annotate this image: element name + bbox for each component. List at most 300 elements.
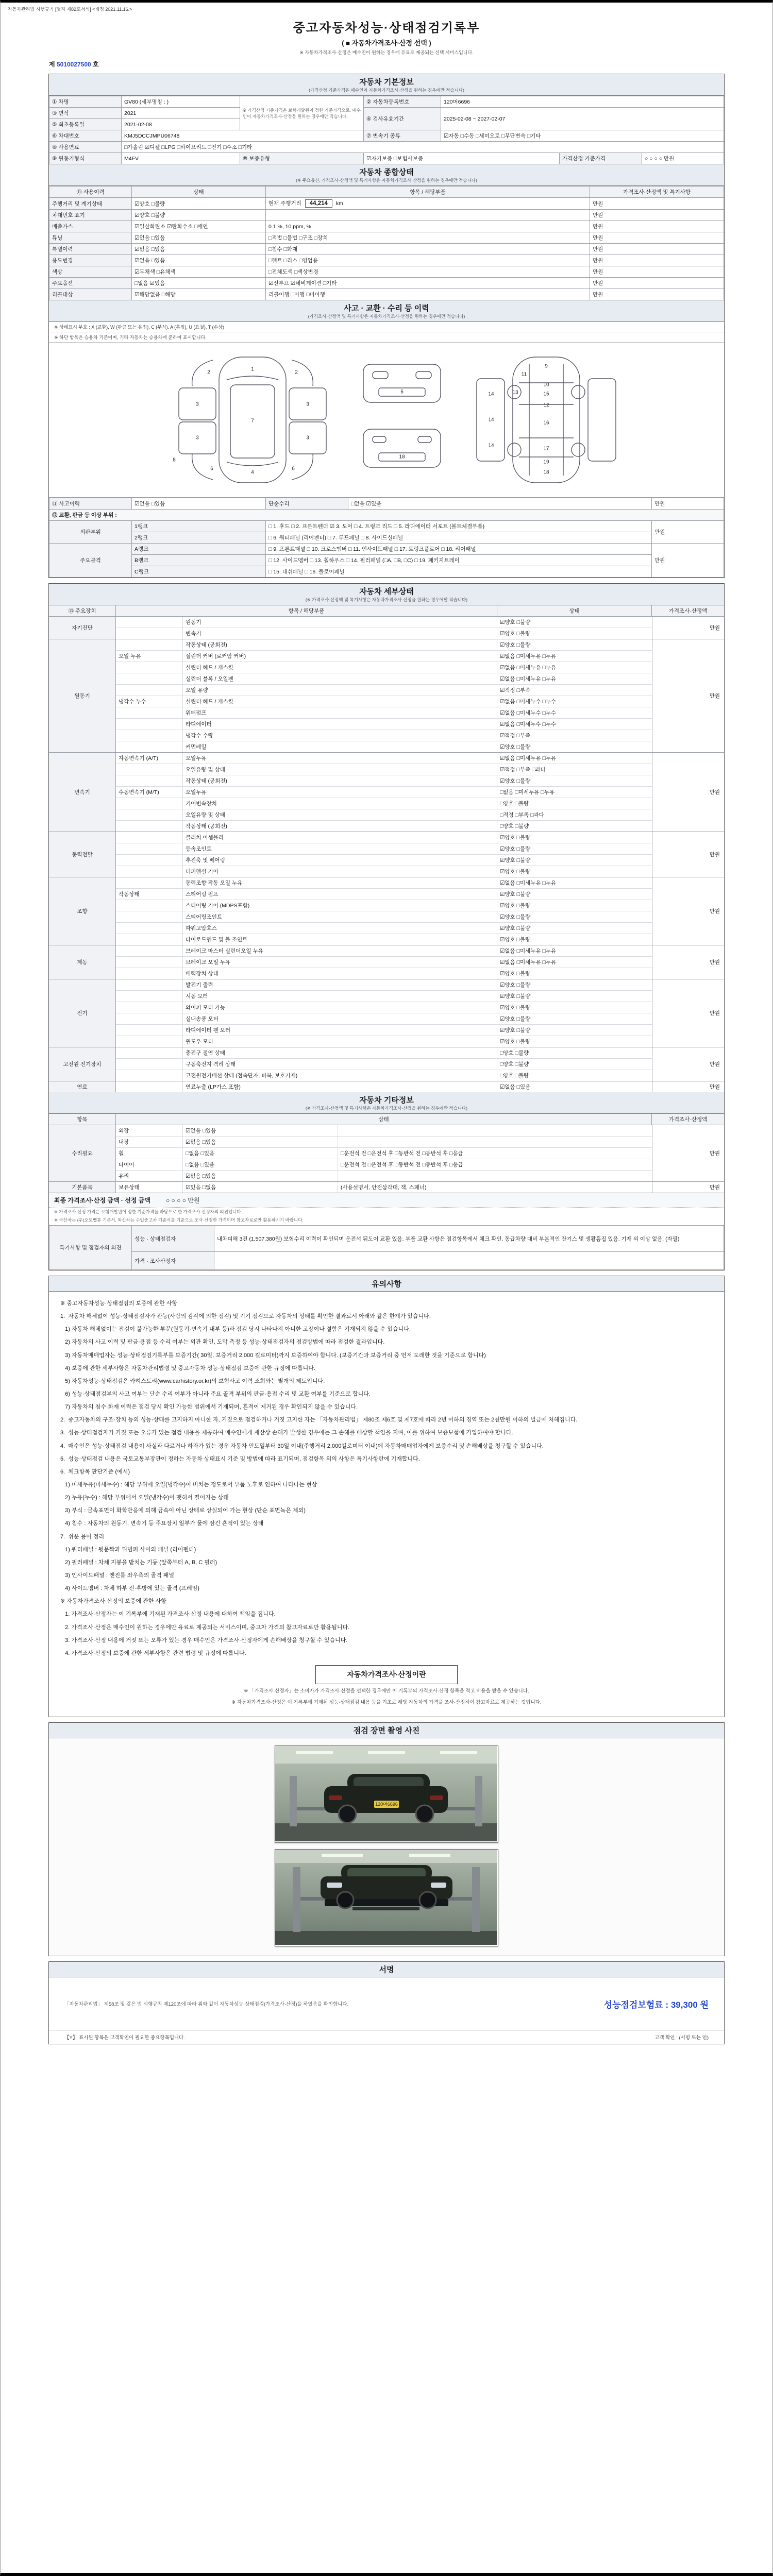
item-part: 작동상태 (공회전) — [183, 775, 497, 786]
table-row — [116, 1036, 652, 1047]
item-part: 실린더 헤드 / 개스킷 — [183, 696, 497, 707]
item-part: 원동기 — [183, 617, 497, 628]
device-name: 전기 — [49, 979, 116, 1047]
accident-history-price: 만원 — [652, 498, 724, 510]
device-name: 원동기 — [49, 639, 116, 752]
photos-title: 점검 장면 촬영 사진 — [353, 1726, 420, 1736]
item-part: 작동상태 (공회전) — [183, 639, 497, 650]
note-paragraph: 1) 쿼터패널 : 뒷문짝과 뒤범퍼 사이의 패널 (리어펜더) — [60, 1546, 196, 1553]
table-row — [116, 1025, 652, 1036]
misc-section-price: 만원 — [652, 1182, 724, 1193]
item-group: 자동변속기 (A/T) — [116, 753, 183, 764]
mileage-status: ☑양호 □불량 — [132, 198, 266, 210]
item-part: 작동상태 (공회전) — [183, 821, 497, 832]
table-row — [116, 673, 652, 685]
detail-h-price: 가격조사·산정액 — [668, 608, 708, 614]
item-group — [116, 1059, 183, 1070]
diagram-part-number: 18 — [543, 469, 549, 476]
final-price-label: 최종 가격조사·산정 금액 · 선정 금액 — [54, 1197, 150, 1204]
diagram-part-number: 3 — [306, 401, 309, 408]
table-row — [116, 1047, 652, 1059]
block-photos — [48, 1722, 725, 1956]
misc-group-name: 기본품목 — [49, 1182, 116, 1193]
item-group — [116, 957, 183, 968]
table-row — [116, 787, 652, 798]
item-part: 냉각수 수량 — [183, 730, 497, 741]
item-status: □양호 □불량 — [500, 801, 529, 807]
base-price-label: 가격산정 기준가격 — [560, 153, 642, 164]
final-price-note-1: ※ 가격조사·산정 가격은 보험개발원이 정한 기준가격을 바탕으로 한 가격조사·산정자의 의견입니다. — [49, 1207, 724, 1217]
item-group — [116, 934, 183, 945]
car-diagram-drawing — [49, 343, 724, 497]
table-row — [116, 945, 652, 957]
note-paragraph: 6. 체크항목 판단기준 (예시) — [60, 1468, 130, 1475]
item-status: ☑양호 □불량 — [500, 993, 531, 999]
note-paragraph: 4) 사이드멤버 : 차체 하부 전·후방에 있는 골격 (프레임) — [60, 1585, 199, 1592]
comp-table — [49, 186, 724, 300]
note-paragraph: 1. 가격조사·산정자는 이 기록부에 기재된 가격조사·산정 내용에 대하여 책임을 집니다. — [60, 1611, 276, 1618]
table-row — [49, 278, 724, 289]
section-price: 만원 — [652, 753, 724, 832]
frame-rankA-label: A랭크 — [132, 544, 266, 555]
mileage-extra — [266, 198, 590, 210]
item-status: ☑양호 □불량 — [500, 903, 531, 909]
detail-section — [49, 1047, 724, 1081]
item-group — [116, 1002, 183, 1013]
item-status: ☑양호 □불량 — [500, 1039, 531, 1045]
diagram-part-number: 5 — [400, 389, 404, 395]
car-damage-diagram — [49, 343, 724, 498]
item-status: ☑양호 □불량 — [500, 982, 531, 988]
simple-repair-label: 단순수리 — [266, 498, 348, 510]
option-extra: ☑선루프 ☑네비게이션 □기타 — [266, 278, 590, 289]
comp-header — [49, 164, 724, 186]
item-part: 고전원전기배선 상태 (접속단자, 피복, 보호기제) — [183, 1070, 497, 1081]
table-row — [116, 662, 652, 673]
diagram-part-number: 16 — [543, 420, 549, 426]
photo-1-scene — [275, 1746, 497, 1841]
section-price: 만원 — [652, 617, 724, 639]
item-group — [116, 1025, 183, 1036]
item-group — [116, 911, 183, 922]
diagram-part-number: 14 — [488, 443, 494, 449]
table-row — [49, 544, 724, 555]
panel-rank1-label: 1랭크 — [132, 521, 266, 532]
item-status: ☑없음 □미세누수 □누수 — [500, 721, 557, 727]
block-detail-state — [48, 583, 725, 1270]
table-row — [49, 255, 724, 266]
frame-rankA-items: □ 9. 프론트패널 □ 10. 크로스멤버 □ 11. 인사이드패널 □ 17. 트렁크플로어 □ 18. 리어패널 — [266, 544, 652, 555]
section-price: 만원 — [652, 1081, 724, 1092]
item-group — [116, 662, 183, 673]
table-row — [116, 934, 652, 945]
accident-history-table — [49, 498, 724, 578]
first-reg-label: ⑤ 최초등록일 — [49, 119, 122, 130]
item-group — [116, 866, 183, 877]
note-paragraph: 4. 가격조사·산정의 보증에 관한 세부사항은 관련 법령 및 규정에 따릅니다. — [60, 1650, 246, 1656]
misc-item-name: 타이어 — [116, 1159, 183, 1170]
table-row — [116, 775, 652, 787]
special-price: 만원 — [590, 244, 724, 255]
table-row — [116, 651, 652, 662]
table-row — [116, 753, 652, 764]
item-part: 오일유량 및 상태 — [183, 764, 497, 775]
misc-item-extra: □운전석 전 □운전석 후 □동반석 전 □동반석 후 □응급 — [338, 1159, 652, 1170]
item-part: 구동축전지 격리 상태 — [183, 1059, 497, 1070]
warranty-label: ⑩ 보증유형 — [240, 153, 364, 164]
simple-repair-status: □없음 ☑있음 — [348, 498, 652, 510]
emission-extra: 0.1 %, 10 ppm, % — [266, 221, 590, 232]
signature-footer-left: 【Y】 표시된 항목은 고객확인이 필요한 중요항목입니다. — [64, 2035, 185, 2041]
diagram-part-number: 18 — [399, 454, 405, 460]
item-group — [116, 843, 183, 854]
item-part: 윈도우 모터 — [183, 1036, 497, 1047]
note-paragraph: ※ 중고자동차성능·상태점검의 보증에 관한 사항 — [60, 1300, 177, 1307]
device-name: 동력전달 — [49, 832, 116, 877]
note-paragraph: 3. 성능·상태점검자가 거짓 또는 오류가 있는 점검 내용을 제공하여 매수인에게 재산상 손해가 발생한 경우에는 그 손해를 배상할 책임을 지며, 이를 위하여 보증보험에 가입하여야 합니다. — [60, 1430, 513, 1436]
table-row — [116, 1171, 652, 1181]
diagram-part-number: 17 — [543, 446, 549, 452]
accident-history-label: ⑪ 사고이력 — [49, 498, 132, 510]
note-paragraph: 2. 중고자동차의 구조·장치 등의 성능·상태를 고지하지 아니한 자, 거짓으로 점검하거나 거짓 고지한 자는 「자동차관리법」 제80조 제6호 및 제7호에 따라 2년 이하의 징역 또는 2천만원 이하의 벌금에 처해집니다. — [60, 1417, 578, 1423]
panel-price: 만원 — [652, 521, 724, 544]
item-group — [116, 1047, 183, 1058]
form-reference: 자동차관리법 시행규칙 [별지 제82호서식] <개정 2021.11.16.> — [8, 7, 132, 12]
signature-header — [49, 1962, 724, 1977]
table-row — [116, 1081, 652, 1092]
item-status: ☑양호 □불량 — [500, 744, 531, 750]
misc-item-status: ☑없음 □있음 — [186, 1173, 216, 1179]
item-group — [116, 877, 183, 888]
table-row — [116, 1002, 652, 1013]
accident-header — [49, 300, 724, 322]
signature-title: 서명 — [379, 1965, 394, 1975]
diagram-part-number: 7 — [251, 418, 254, 424]
item-part: 충전구 절연 상태 — [183, 1047, 497, 1058]
inspector-label: 성능 · 상태점검자 — [132, 1226, 214, 1252]
item-group — [116, 617, 183, 628]
item-part: 오일 유량 — [183, 685, 497, 696]
comp-h-status: 상태 — [132, 187, 266, 198]
table-row — [116, 855, 652, 866]
item-part: 발전기 출력 — [183, 979, 497, 990]
usage-extra: □렌트 □리스 □영업용 — [266, 255, 590, 266]
misc-note: (※ 가격조사·산정액 및 특기사항은 자동차가격조사·산정을 원하는 경우에만 적습니다) — [305, 1106, 468, 1111]
item-part: 스티어링 펌프 — [183, 889, 497, 900]
recall-extra: 리콜이행 □이행 □미이행 — [266, 289, 590, 300]
diagram-part-number: 2 — [295, 369, 298, 376]
table-row — [116, 889, 652, 900]
table-row — [49, 498, 724, 510]
page-title-note: ※ 자동차가격조사·산정은 매수인이 원하는 경우에 유료로 제공되는 선택 서비스입니다. — [299, 50, 474, 55]
item-part: 타이로드엔드 및 볼 조인트 — [183, 934, 497, 945]
item-status: ☑없음 □미세누수 □누수 — [500, 699, 557, 705]
mileage-value: 44,214 — [305, 199, 332, 208]
special-label: 특별이력 — [49, 244, 132, 255]
note-paragraph: 6) 성능·상태점검부의 사고 여부는 단순 수리 여부가 아니라 주요 골격 부위의 판금·용접 수리 및 교환 여부를 기준으로 합니다. — [60, 1391, 371, 1397]
note-paragraph: 5. 성능·상태점검 내용은 국토교통부장관이 정하는 자동차 상태표시 기준 및 방법에 따라 표기되며, 점검항목 외의 사항은 특기사항란에 기재합니다. — [60, 1455, 420, 1462]
remarks-label: 특기사항 및 점검자의 의견 — [49, 1226, 132, 1270]
table-row — [49, 289, 724, 300]
table-row — [116, 1137, 652, 1148]
item-group: 수동변속기 (M/T) — [116, 787, 183, 798]
device-rows — [116, 979, 652, 1047]
photo-2-scene — [275, 1850, 497, 1945]
table-row — [116, 900, 652, 911]
note-paragraph: 3) 부식 : 금속표면이 화학반응에 의해 금속이 아닌 상태로 상실되어 가는 현상 (단순 표면녹은 제외) — [60, 1507, 306, 1514]
item-group — [116, 832, 183, 843]
item-part: 기어변속장치 — [183, 798, 497, 809]
emission-price: 만원 — [590, 221, 724, 232]
misc-title: 자동차 기타정보 — [359, 1096, 414, 1105]
device-rows — [116, 617, 652, 639]
tuning-status: ☑없음 □있음 — [132, 232, 266, 244]
panel-rank2-items: □ 6. 쿼터패널 (리어펜더) □ 7. 루프패널 □ 8. 사이드실패널 — [266, 532, 652, 544]
device-rows — [116, 639, 652, 752]
table-row — [49, 521, 724, 532]
misc-rows — [116, 1182, 652, 1193]
item-status: ☑양호 □불량 — [500, 1027, 531, 1033]
appraiser-remarks — [214, 1252, 724, 1270]
diagram-part-number: 4 — [251, 469, 254, 476]
page-title: 중고자동차성능·상태점검기록부 — [293, 21, 480, 35]
item-group — [116, 719, 183, 730]
diagram-part-number: 3 — [196, 401, 199, 408]
detail-section — [49, 753, 724, 832]
photos-header — [49, 1723, 724, 1738]
device-rows — [116, 945, 652, 979]
accident-history-status: ☑없음 □있음 — [132, 498, 266, 510]
frame-group-label: 주요골격 — [49, 544, 132, 578]
comp-h-use: ⑪ 사용이력 — [49, 187, 132, 198]
item-group — [116, 741, 183, 752]
note-paragraph: 3. 가격조사·산정 내용에 거짓 또는 오류가 있는 경우 매수인은 가격조사·산정자에게 손해배상을 청구할 수 있습니다. — [60, 1637, 348, 1643]
misc-item-name: 보유상태 — [116, 1182, 183, 1193]
item-part: 브레이크 오일 누유 — [183, 957, 497, 968]
item-group — [116, 628, 183, 639]
section-price: 만원 — [652, 877, 724, 945]
misc-section — [49, 1125, 724, 1182]
table-row — [116, 628, 652, 639]
diagram-part-number: 6 — [210, 466, 213, 472]
item-status: □없음 □미세누유 □누유 — [500, 789, 555, 795]
misc-section-price: 만원 — [652, 1125, 724, 1181]
note-paragraph: 7) 자동차의 침수·화재 이력은 점검 당시 확인 가능한 범위에서 기재되며, 흔적이 제거된 경우 확인되지 않을 수 있습니다. — [60, 1404, 358, 1411]
detail-h-item: 항목 / 해당부품 — [116, 605, 497, 616]
table-row — [116, 1159, 652, 1171]
table-row — [116, 696, 652, 707]
item-part: 실린더 커버 (로커암 커버) — [183, 651, 497, 662]
trans-checkboxes: ☑자동 □수동 □세미오토 □무단변속 □기타 — [441, 130, 724, 142]
item-part: 와이퍼 모터 기능 — [183, 1002, 497, 1013]
item-status: ☑양호 □불량 — [500, 937, 531, 943]
table-row — [49, 210, 724, 221]
section-price: 만원 — [652, 832, 724, 877]
misc-h-item: 항목 — [49, 1114, 116, 1125]
doc-no-suffix: 호 — [93, 61, 99, 68]
signature-confirm-text: 「자동차관리법」 제58조 및 같은 법 시행규칙 제120조에 따라 위와 같이 자동차성능·상태점검(가격조사·산정)을 하였음을 확인합니다. — [64, 2002, 349, 2008]
table-row — [116, 809, 652, 821]
detail-section — [49, 877, 724, 945]
option-status: □없음 ☑있음 — [132, 278, 266, 289]
item-part: 배력장치 상태 — [183, 968, 497, 979]
recall-price: 만원 — [590, 289, 724, 300]
panel-rank1-items: □ 1. 후드 □ 2. 프론트펜더 ☑ 3. 도어 □ 4. 트렁크 리드 □ 5. 라디에이터 서포트 (볼트체결부품) — [266, 521, 652, 532]
table-row — [116, 764, 652, 775]
misc-h-price: 가격조사·산정액 — [668, 1116, 708, 1123]
diagram-part-number: 19 — [543, 459, 549, 465]
insurance-fee-value: 39,300 원 — [670, 1999, 709, 2010]
car-name-label: ① 차명 — [49, 96, 122, 108]
comp-h-price: 가격조사·산정액 및 특기사항 — [590, 187, 724, 198]
vin-value: KMJ5DCCJMPU06748 — [122, 130, 364, 142]
item-part: 오일누유 — [183, 753, 497, 764]
misc-item-name: 내장 — [116, 1137, 183, 1147]
misc-sections — [49, 1125, 724, 1193]
note-paragraph: 5) 자동차성능·상태점검은 카히스토리(www.carhistory.or.kr)의 보험사고 이력 조회와는 별개의 제도입니다. — [60, 1378, 325, 1384]
detail-title: 자동차 세부상태 — [359, 587, 414, 596]
item-status: □적정 □부족 □과다 — [500, 812, 544, 818]
color-extra: □전체도색 □색상변경 — [266, 266, 590, 278]
block-signature — [48, 1961, 725, 2044]
table-row — [49, 532, 724, 544]
diagram-part-number: 10 — [543, 382, 549, 388]
item-part: 연료누출 (LP가스 포함) — [183, 1081, 497, 1092]
inspector-remarks: 내차피해 3건 (1,507,380원) 보험수리 이력이 확인되며 운전석 뒤도어 교환 있음. 부품 교환 사항은 점검항목에서 체크 확인. 동급차량 대비 부분적인 잔기스 및 생활흠집 있음. 기재 외 이상 없음. (자필) — [214, 1226, 724, 1252]
item-part: 오일유량 및 상태 — [183, 809, 497, 820]
emission-status: ☑일산화탄소 ☑탄화수소 □매연 — [132, 221, 266, 232]
item-group — [116, 639, 183, 650]
item-part: 오일누유 — [183, 787, 497, 798]
base-price-value: ○ ○ ○ ○ 만원 — [642, 153, 724, 164]
table-row — [116, 707, 652, 719]
item-part: 워터펌프 — [183, 707, 497, 718]
item-group — [116, 1013, 183, 1024]
inspection-photo-2 — [275, 1849, 498, 1946]
vinrow-status: ☑양호 □불량 — [132, 210, 266, 221]
usage-price: 만원 — [590, 255, 724, 266]
detail-header — [49, 584, 724, 605]
detail-section — [49, 1081, 724, 1092]
table-row — [116, 968, 652, 979]
item-status: ☑없음 □미세누유 □누유 — [500, 755, 557, 761]
note-paragraph: 3) 자동차매매업자는 성능·상태점검기록부를 보증기간( 30일, 보증거리 2,000 킬로미터)까지 보증하여야 합니다. (보증기간과 보증거리 중 먼저 도래한 것을 기준으로 합니다) — [60, 1352, 486, 1359]
table-row — [116, 991, 652, 1002]
page-title-option: ( ■ 자동차가격조사·산정 선택 ) — [342, 39, 431, 47]
item-status: ☑양호 □불량 — [500, 925, 531, 931]
inspect-value: 2025-02-08 ~ 2027-02-07 — [441, 108, 724, 130]
device-name: 변속기 — [49, 753, 116, 832]
year-label: ③ 연식 — [49, 108, 122, 119]
notes-body — [49, 1292, 724, 1717]
fuel-label: ⑧ 사용연료 — [49, 142, 122, 153]
item-group — [116, 991, 183, 1002]
detail-table-head — [49, 605, 724, 617]
misc-section — [49, 1182, 724, 1193]
mileage-prefix: 현재 주행거리 — [268, 200, 301, 207]
device-rows — [116, 753, 652, 832]
reg-no-label: ② 자동차등록번호 — [364, 96, 441, 108]
table-row — [49, 1252, 724, 1270]
device-name: 자기진단 — [49, 617, 116, 639]
item-group — [116, 809, 183, 820]
comp-note: (※ 주요옵션, 가격조사·산정액 및 특기사항은 자동차가격조사·산정을 원하는 경우에만 적습니다) — [296, 178, 477, 183]
panel-rank2-label: 2랭크 — [132, 532, 266, 544]
diagram-part-number: 3 — [306, 435, 309, 441]
item-status: ☑양호 □불량 — [500, 914, 531, 920]
section-price: 만원 — [652, 1047, 724, 1081]
final-price-row — [49, 1193, 724, 1207]
misc-item-status: ☑있음 □없음 — [186, 1184, 216, 1191]
notes-paragraphs — [60, 1299, 713, 1658]
table-row — [116, 1070, 652, 1081]
insurance-fee-label: 성능점검보험료 : — [603, 1999, 669, 2010]
accident-legend-2: ※ 하단 항목은 승용차 기준이며, 기타 자동차는 승용차에 준하여 표시합니다. — [49, 332, 724, 343]
note-paragraph: 2) 누유(누수) : 해당 부위에서 오일(냉각수)이 맺혀서 떨어지는 상태 — [60, 1495, 229, 1501]
diagram-part-number: 15 — [543, 391, 549, 397]
detail-h-status: 상태 — [497, 605, 652, 616]
price-survey-box-title: 자동차가격조사·산정이란 — [315, 1665, 457, 1684]
item-part: 스티어링조인트 — [183, 911, 497, 922]
item-status: ☑양호 □불량 — [500, 835, 531, 841]
table-row — [116, 911, 652, 923]
table-row — [116, 877, 652, 889]
detail-note: (※ 가격조사·산정액 및 특기사항은 자동차가격조사·산정을 원하는 경우에만 적습니다) — [305, 597, 468, 602]
item-status: ☑없음 □미세누유 □누유 — [500, 653, 557, 659]
item-part: 추진축 및 베어링 — [183, 855, 497, 866]
doc-no-value: 5010027500 — [56, 61, 91, 68]
table-row — [116, 1059, 652, 1070]
note-paragraph: 1. 자동차 해체없이 성능·상태점검자가 관능(사람의 감각에 의한 점검) 및 기기 점검으로 자동차의 상태를 확인한 결과로서 아래와 같은 한계가 있습니다. — [60, 1313, 431, 1320]
section-price: 만원 — [652, 639, 724, 752]
item-status: ☑없음 □미세누유 □누유 — [500, 948, 557, 954]
section-price: 만원 — [652, 945, 724, 979]
notes-header — [49, 1276, 724, 1292]
item-status: ☑없음 □미세누유 □누유 — [500, 880, 557, 886]
item-status: ☑없음 □있음 — [500, 1084, 531, 1090]
item-status: □양호 □불량 — [500, 1061, 529, 1067]
table-row — [116, 923, 652, 934]
table-row — [116, 730, 652, 741]
notes-title: 유의사항 — [372, 1280, 401, 1289]
table-row — [116, 741, 652, 752]
item-group: 작동상태 — [116, 889, 183, 900]
mileage-label: 주행거리 및 계기상태 — [49, 198, 132, 210]
note-paragraph: ※ 자동차가격조사·산정의 보증에 관한 사항 — [60, 1598, 166, 1605]
special-status: ☑없음 □있음 — [132, 244, 266, 255]
item-status: ☑양호 □불량 — [500, 642, 531, 648]
item-part: 라디에이터 — [183, 719, 497, 730]
table-row — [49, 555, 724, 566]
item-status: ☑적정 □부족 — [500, 733, 531, 739]
misc-item-extra — [338, 1171, 652, 1181]
warranty-checkboxes: ☑자기보증 □보험사보증 — [364, 153, 560, 164]
accident-note: (가격조사·산정액 및 특기사항은 자동차가격조사·산정을 원하는 경우에만 적습니다) — [308, 314, 465, 319]
item-group — [116, 945, 183, 956]
item-status: ☑양호 □불량 — [500, 846, 531, 852]
misc-item-name: 외장 — [116, 1125, 183, 1136]
item-status: ☑양호 □불량 — [500, 971, 531, 977]
table-row — [116, 1148, 652, 1159]
table-row — [49, 1226, 724, 1252]
misc-item-status: □없음 □있음 — [186, 1150, 215, 1157]
mileage-unit: km — [335, 200, 343, 207]
signature-footer — [49, 2030, 724, 2044]
item-status: ☑양호 □불량 — [500, 619, 531, 625]
inspection-photo-1 — [275, 1745, 498, 1843]
device-name: 고전원 전기장치 — [49, 1047, 116, 1081]
signature-body — [49, 1977, 724, 2030]
